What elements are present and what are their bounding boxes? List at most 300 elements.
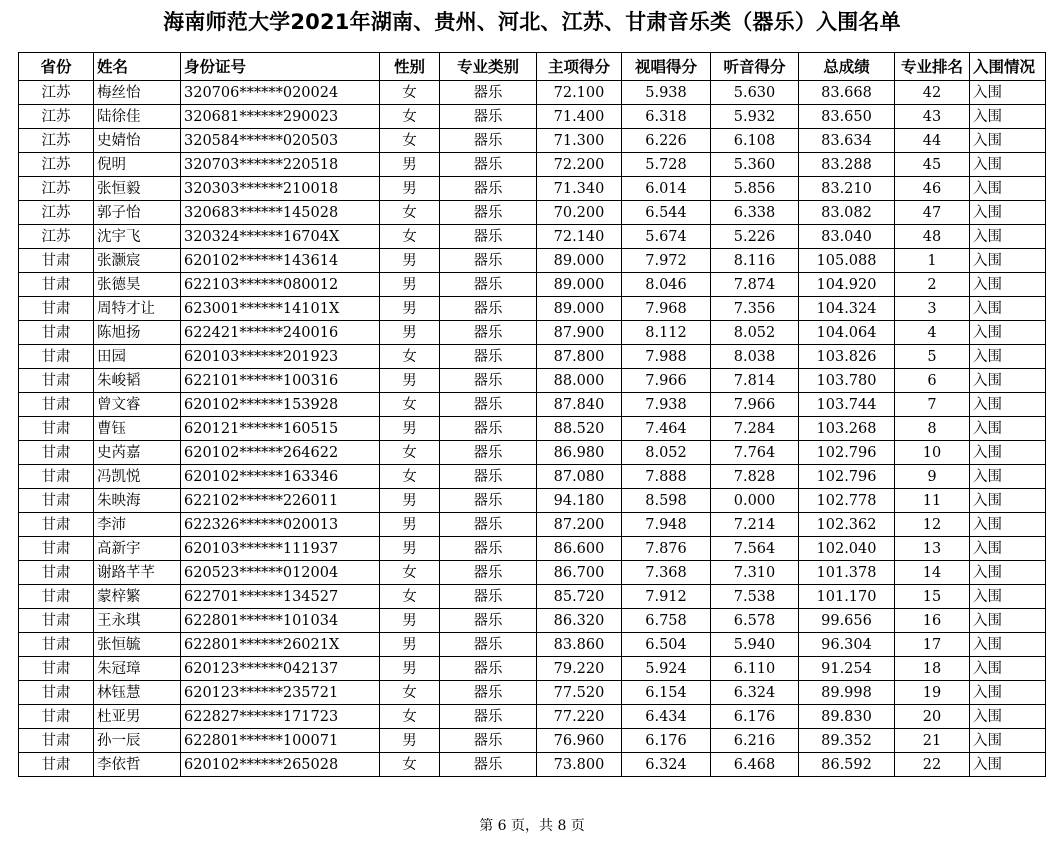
cell-gender: 男 (380, 633, 440, 657)
cell-total-score: 83.634 (799, 129, 895, 153)
page-footer: 第 6 页，共 8 页 (479, 818, 585, 834)
cell-gender: 男 (380, 417, 440, 441)
cell-total-score: 83.288 (799, 153, 895, 177)
cell-major-type: 器乐 (440, 225, 537, 249)
cell-name: 高新宇 (94, 537, 181, 561)
cell-admission-status: 入围 (970, 345, 1046, 369)
cell-gender: 女 (380, 105, 440, 129)
cell-main-score: 88.520 (537, 417, 622, 441)
cell-total-score: 83.082 (799, 201, 895, 225)
cell-name: 谢路芊芊 (94, 561, 181, 585)
table-row (19, 537, 1046, 561)
cell-province: 甘肃 (19, 441, 94, 465)
cell-ear-training-score: 5.856 (711, 177, 799, 201)
cell-sight-singing-score: 6.176 (622, 729, 711, 753)
cell-gender: 男 (380, 609, 440, 633)
table-row (19, 585, 1046, 609)
table-row (19, 489, 1046, 513)
cell-major-type: 器乐 (440, 321, 537, 345)
cell-id-number: 320584******020503 (181, 129, 380, 153)
cell-main-score: 76.960 (537, 729, 622, 753)
cell-name: 林钰慧 (94, 681, 181, 705)
cell-total-score: 102.796 (799, 465, 895, 489)
cell-gender: 男 (380, 513, 440, 537)
table-row (19, 225, 1046, 249)
cell-sight-singing-score: 6.434 (622, 705, 711, 729)
cell-main-score: 73.800 (537, 753, 622, 777)
cell-major-rank: 13 (895, 537, 970, 561)
table-row (19, 729, 1046, 753)
cell-major-type: 器乐 (440, 633, 537, 657)
cell-sight-singing-score: 5.674 (622, 225, 711, 249)
cell-major-type: 器乐 (440, 129, 537, 153)
cell-ear-training-score: 5.360 (711, 153, 799, 177)
cell-gender: 男 (380, 153, 440, 177)
cell-ear-training-score: 7.966 (711, 393, 799, 417)
cell-province: 甘肃 (19, 321, 94, 345)
cell-province: 甘肃 (19, 681, 94, 705)
table-row (19, 177, 1046, 201)
cell-name: 沈宇飞 (94, 225, 181, 249)
cell-total-score: 105.088 (799, 249, 895, 273)
cell-total-score: 102.040 (799, 537, 895, 561)
cell-total-score: 102.796 (799, 441, 895, 465)
table-row (19, 81, 1046, 105)
cell-main-score: 87.200 (537, 513, 622, 537)
cell-sight-singing-score: 6.014 (622, 177, 711, 201)
cell-major-rank: 15 (895, 585, 970, 609)
cell-name: 陆徐佳 (94, 105, 181, 129)
cell-province: 甘肃 (19, 513, 94, 537)
cell-ear-training-score: 7.764 (711, 441, 799, 465)
cell-total-score: 89.830 (799, 705, 895, 729)
cell-major-rank: 20 (895, 705, 970, 729)
cell-name: 郭子怡 (94, 201, 181, 225)
cell-ear-training-score: 7.828 (711, 465, 799, 489)
cell-id-number: 622801******100071 (181, 729, 380, 753)
cell-province: 甘肃 (19, 249, 94, 273)
cell-ear-training-score: 6.578 (711, 609, 799, 633)
cell-main-score: 87.900 (537, 321, 622, 345)
cell-sight-singing-score: 7.988 (622, 345, 711, 369)
cell-gender: 男 (380, 273, 440, 297)
cell-admission-status: 入围 (970, 513, 1046, 537)
cell-major-rank: 22 (895, 753, 970, 777)
cell-major-type: 器乐 (440, 201, 537, 225)
cell-gender: 女 (380, 705, 440, 729)
cell-gender: 女 (380, 393, 440, 417)
cell-gender: 男 (380, 369, 440, 393)
cell-gender: 女 (380, 345, 440, 369)
table-row (19, 513, 1046, 537)
cell-admission-status: 入围 (970, 753, 1046, 777)
cell-province: 甘肃 (19, 609, 94, 633)
cell-major-rank: 18 (895, 657, 970, 681)
cell-id-number: 620123******042137 (181, 657, 380, 681)
cell-name: 冯凯悦 (94, 465, 181, 489)
cell-name: 梅丝怡 (94, 81, 181, 105)
cell-province: 江苏 (19, 81, 94, 105)
cell-major-rank: 21 (895, 729, 970, 753)
cell-province: 甘肃 (19, 633, 94, 657)
cell-admission-status: 入围 (970, 153, 1046, 177)
cell-main-score: 72.100 (537, 81, 622, 105)
cell-main-score: 87.080 (537, 465, 622, 489)
cell-ear-training-score: 6.176 (711, 705, 799, 729)
cell-sight-singing-score: 8.112 (622, 321, 711, 345)
cell-province: 甘肃 (19, 393, 94, 417)
cell-main-score: 79.220 (537, 657, 622, 681)
cell-sight-singing-score: 6.504 (622, 633, 711, 657)
header-col-major-rank: 专业排名 (895, 53, 970, 81)
cell-main-score: 88.000 (537, 369, 622, 393)
cell-ear-training-score: 6.216 (711, 729, 799, 753)
cell-name: 李依哲 (94, 753, 181, 777)
table-row (19, 345, 1046, 369)
cell-main-score: 86.600 (537, 537, 622, 561)
cell-id-number: 620102******153928 (181, 393, 380, 417)
cell-province: 江苏 (19, 225, 94, 249)
cell-total-score: 96.304 (799, 633, 895, 657)
table-row (19, 657, 1046, 681)
cell-admission-status: 入围 (970, 633, 1046, 657)
cell-gender: 女 (380, 201, 440, 225)
cell-id-number: 622801******101034 (181, 609, 380, 633)
cell-admission-status: 入围 (970, 249, 1046, 273)
cell-gender: 男 (380, 657, 440, 681)
cell-sight-singing-score: 8.598 (622, 489, 711, 513)
header-col-main-score: 主项得分 (537, 53, 622, 81)
cell-total-score: 104.324 (799, 297, 895, 321)
cell-sight-singing-score: 5.924 (622, 657, 711, 681)
cell-total-score: 89.352 (799, 729, 895, 753)
cell-id-number: 620103******111937 (181, 537, 380, 561)
cell-province: 江苏 (19, 129, 94, 153)
cell-id-number: 620523******012004 (181, 561, 380, 585)
cell-total-score: 103.826 (799, 345, 895, 369)
table-row (19, 369, 1046, 393)
cell-sight-singing-score: 7.972 (622, 249, 711, 273)
cell-gender: 男 (380, 321, 440, 345)
cell-gender: 女 (380, 225, 440, 249)
cell-province: 甘肃 (19, 369, 94, 393)
cell-gender: 女 (380, 753, 440, 777)
table-row (19, 753, 1046, 777)
cell-major-rank: 8 (895, 417, 970, 441)
cell-total-score: 102.778 (799, 489, 895, 513)
cell-province: 甘肃 (19, 729, 94, 753)
cell-id-number: 320324******16704X (181, 225, 380, 249)
cell-ear-training-score: 6.338 (711, 201, 799, 225)
cell-admission-status: 入围 (970, 369, 1046, 393)
cell-name: 田园 (94, 345, 181, 369)
cell-major-rank: 45 (895, 153, 970, 177)
cell-gender: 男 (380, 249, 440, 273)
cell-major-type: 器乐 (440, 417, 537, 441)
cell-major-type: 器乐 (440, 657, 537, 681)
table-row (19, 129, 1046, 153)
cell-sight-singing-score: 6.226 (622, 129, 711, 153)
cell-ear-training-score: 5.940 (711, 633, 799, 657)
cell-id-number: 620103******201923 (181, 345, 380, 369)
cell-province: 甘肃 (19, 753, 94, 777)
cell-name: 曾文睿 (94, 393, 181, 417)
cell-main-score: 72.200 (537, 153, 622, 177)
cell-gender: 男 (380, 297, 440, 321)
table-row (19, 681, 1046, 705)
cell-main-score: 83.860 (537, 633, 622, 657)
cell-name: 李沛 (94, 513, 181, 537)
table-row (19, 297, 1046, 321)
cell-admission-status: 入围 (970, 609, 1046, 633)
cell-province: 江苏 (19, 105, 94, 129)
cell-ear-training-score: 7.874 (711, 273, 799, 297)
cell-name: 张恒毅 (94, 177, 181, 201)
cell-major-type: 器乐 (440, 513, 537, 537)
cell-ear-training-score: 7.564 (711, 537, 799, 561)
cell-ear-training-score: 6.324 (711, 681, 799, 705)
cell-ear-training-score: 5.226 (711, 225, 799, 249)
table-row (19, 633, 1046, 657)
cell-main-score: 87.840 (537, 393, 622, 417)
cell-id-number: 620102******163346 (181, 465, 380, 489)
cell-major-rank: 19 (895, 681, 970, 705)
cell-sight-singing-score: 7.966 (622, 369, 711, 393)
cell-province: 江苏 (19, 153, 94, 177)
cell-main-score: 86.320 (537, 609, 622, 633)
cell-total-score: 86.592 (799, 753, 895, 777)
cell-major-type: 器乐 (440, 105, 537, 129)
table-row (19, 201, 1046, 225)
cell-total-score: 104.064 (799, 321, 895, 345)
cell-id-number: 620121******160515 (181, 417, 380, 441)
cell-admission-status: 入围 (970, 417, 1046, 441)
cell-id-number: 620102******143614 (181, 249, 380, 273)
cell-major-type: 器乐 (440, 561, 537, 585)
cell-major-rank: 48 (895, 225, 970, 249)
cell-name: 朱冠璋 (94, 657, 181, 681)
cell-major-rank: 11 (895, 489, 970, 513)
cell-admission-status: 入围 (970, 321, 1046, 345)
cell-major-rank: 43 (895, 105, 970, 129)
table-header-row (19, 53, 1046, 81)
cell-sight-singing-score: 7.368 (622, 561, 711, 585)
cell-ear-training-score: 8.052 (711, 321, 799, 345)
cell-ear-training-score: 7.214 (711, 513, 799, 537)
cell-province: 甘肃 (19, 561, 94, 585)
cell-id-number: 620123******235721 (181, 681, 380, 705)
cell-major-type: 器乐 (440, 537, 537, 561)
cell-major-rank: 3 (895, 297, 970, 321)
cell-sight-singing-score: 7.464 (622, 417, 711, 441)
cell-main-score: 77.520 (537, 681, 622, 705)
cell-major-type: 器乐 (440, 441, 537, 465)
cell-major-rank: 9 (895, 465, 970, 489)
cell-total-score: 101.378 (799, 561, 895, 585)
cell-total-score: 103.268 (799, 417, 895, 441)
cell-sight-singing-score: 7.888 (622, 465, 711, 489)
table-row (19, 393, 1046, 417)
cell-id-number: 623001******14101X (181, 297, 380, 321)
cell-sight-singing-score: 7.948 (622, 513, 711, 537)
cell-major-type: 器乐 (440, 369, 537, 393)
cell-ear-training-score: 6.468 (711, 753, 799, 777)
cell-province: 甘肃 (19, 273, 94, 297)
cell-admission-status: 入围 (970, 81, 1046, 105)
cell-province: 江苏 (19, 201, 94, 225)
cell-ear-training-score: 5.630 (711, 81, 799, 105)
cell-main-score: 86.980 (537, 441, 622, 465)
cell-sight-singing-score: 8.046 (622, 273, 711, 297)
table-row (19, 441, 1046, 465)
cell-province: 甘肃 (19, 297, 94, 321)
cell-province: 甘肃 (19, 585, 94, 609)
cell-ear-training-score: 8.038 (711, 345, 799, 369)
cell-total-score: 83.668 (799, 81, 895, 105)
cell-admission-status: 入围 (970, 537, 1046, 561)
cell-main-score: 94.180 (537, 489, 622, 513)
header-col-province: 省份 (19, 53, 94, 81)
cell-major-type: 器乐 (440, 273, 537, 297)
table-body (19, 81, 1046, 777)
cell-major-rank: 16 (895, 609, 970, 633)
cell-name: 朱映海 (94, 489, 181, 513)
cell-name: 倪明 (94, 153, 181, 177)
cell-ear-training-score: 7.538 (711, 585, 799, 609)
cell-main-score: 71.400 (537, 105, 622, 129)
cell-gender: 男 (380, 177, 440, 201)
cell-major-rank: 44 (895, 129, 970, 153)
cell-gender: 女 (380, 441, 440, 465)
cell-name: 周特才让 (94, 297, 181, 321)
cell-gender: 男 (380, 489, 440, 513)
cell-total-score: 83.040 (799, 225, 895, 249)
cell-major-type: 器乐 (440, 297, 537, 321)
cell-total-score: 101.170 (799, 585, 895, 609)
cell-ear-training-score: 7.814 (711, 369, 799, 393)
cell-major-type: 器乐 (440, 681, 537, 705)
cell-main-score: 87.800 (537, 345, 622, 369)
cell-major-type: 器乐 (440, 489, 537, 513)
cell-main-score: 70.200 (537, 201, 622, 225)
cell-major-type: 器乐 (440, 177, 537, 201)
cell-total-score: 83.650 (799, 105, 895, 129)
cell-ear-training-score: 0.000 (711, 489, 799, 513)
cell-gender: 女 (380, 681, 440, 705)
cell-total-score: 89.998 (799, 681, 895, 705)
cell-id-number: 622102******226011 (181, 489, 380, 513)
cell-name: 曹钰 (94, 417, 181, 441)
cell-province: 甘肃 (19, 345, 94, 369)
cell-sight-singing-score: 8.052 (622, 441, 711, 465)
cell-total-score: 91.254 (799, 657, 895, 681)
cell-sight-singing-score: 7.938 (622, 393, 711, 417)
cell-province: 甘肃 (19, 705, 94, 729)
cell-sight-singing-score: 6.544 (622, 201, 711, 225)
header-col-major-type: 专业类别 (440, 53, 537, 81)
cell-admission-status: 入围 (970, 225, 1046, 249)
cell-province: 甘肃 (19, 537, 94, 561)
cell-id-number: 320303******210018 (181, 177, 380, 201)
cell-major-type: 器乐 (440, 393, 537, 417)
cell-id-number: 622103******080012 (181, 273, 380, 297)
cell-main-score: 71.340 (537, 177, 622, 201)
cell-gender: 女 (380, 585, 440, 609)
cell-gender: 女 (380, 81, 440, 105)
cell-id-number: 320681******290023 (181, 105, 380, 129)
cell-province: 甘肃 (19, 657, 94, 681)
cell-major-type: 器乐 (440, 753, 537, 777)
cell-admission-status: 入围 (970, 561, 1046, 585)
cell-name: 张灏宸 (94, 249, 181, 273)
table-row (19, 249, 1046, 273)
table-row (19, 609, 1046, 633)
cell-total-score: 99.656 (799, 609, 895, 633)
cell-major-rank: 4 (895, 321, 970, 345)
cell-sight-singing-score: 6.324 (622, 753, 711, 777)
cell-id-number: 622101******100316 (181, 369, 380, 393)
table-row (19, 321, 1046, 345)
cell-major-rank: 17 (895, 633, 970, 657)
cell-total-score: 104.920 (799, 273, 895, 297)
cell-total-score: 102.362 (799, 513, 895, 537)
cell-id-number: 622421******240016 (181, 321, 380, 345)
cell-id-number: 320706******020024 (181, 81, 380, 105)
table-row (19, 705, 1046, 729)
cell-ear-training-score: 6.110 (711, 657, 799, 681)
header-col-ear-training-score: 听音得分 (711, 53, 799, 81)
cell-sight-singing-score: 5.728 (622, 153, 711, 177)
cell-main-score: 71.300 (537, 129, 622, 153)
cell-name: 陈旭扬 (94, 321, 181, 345)
cell-admission-status: 入围 (970, 465, 1046, 489)
cell-id-number: 320703******220518 (181, 153, 380, 177)
cell-total-score: 103.780 (799, 369, 895, 393)
cell-ear-training-score: 6.108 (711, 129, 799, 153)
cell-main-score: 89.000 (537, 249, 622, 273)
cell-major-rank: 10 (895, 441, 970, 465)
cell-major-type: 器乐 (440, 153, 537, 177)
cell-name: 史婧怡 (94, 129, 181, 153)
cell-major-rank: 46 (895, 177, 970, 201)
cell-sight-singing-score: 7.968 (622, 297, 711, 321)
cell-name: 张恒毓 (94, 633, 181, 657)
header-col-admission-status: 入围情况 (970, 53, 1046, 81)
cell-main-score: 86.700 (537, 561, 622, 585)
cell-main-score: 77.220 (537, 705, 622, 729)
cell-name: 朱峻韬 (94, 369, 181, 393)
cell-gender: 女 (380, 561, 440, 585)
table-row (19, 561, 1046, 585)
cell-ear-training-score: 5.932 (711, 105, 799, 129)
cell-sight-singing-score: 7.912 (622, 585, 711, 609)
cell-major-type: 器乐 (440, 729, 537, 753)
header-col-id-number: 身份证号 (181, 53, 380, 81)
cell-gender: 男 (380, 537, 440, 561)
cell-province: 甘肃 (19, 417, 94, 441)
cell-major-type: 器乐 (440, 465, 537, 489)
cell-gender: 男 (380, 729, 440, 753)
cell-main-score: 89.000 (537, 273, 622, 297)
cell-sight-singing-score: 6.154 (622, 681, 711, 705)
cell-admission-status: 入围 (970, 441, 1046, 465)
page-title: 海南师范大学2021年湖南、贵州、河北、江苏、甘肃音乐类（器乐）入围名单 (163, 10, 901, 34)
cell-admission-status: 入围 (970, 729, 1046, 753)
cell-ear-training-score: 7.310 (711, 561, 799, 585)
cell-admission-status: 入围 (970, 201, 1046, 225)
header-col-sight-singing-score: 视唱得分 (622, 53, 711, 81)
table-row (19, 465, 1046, 489)
